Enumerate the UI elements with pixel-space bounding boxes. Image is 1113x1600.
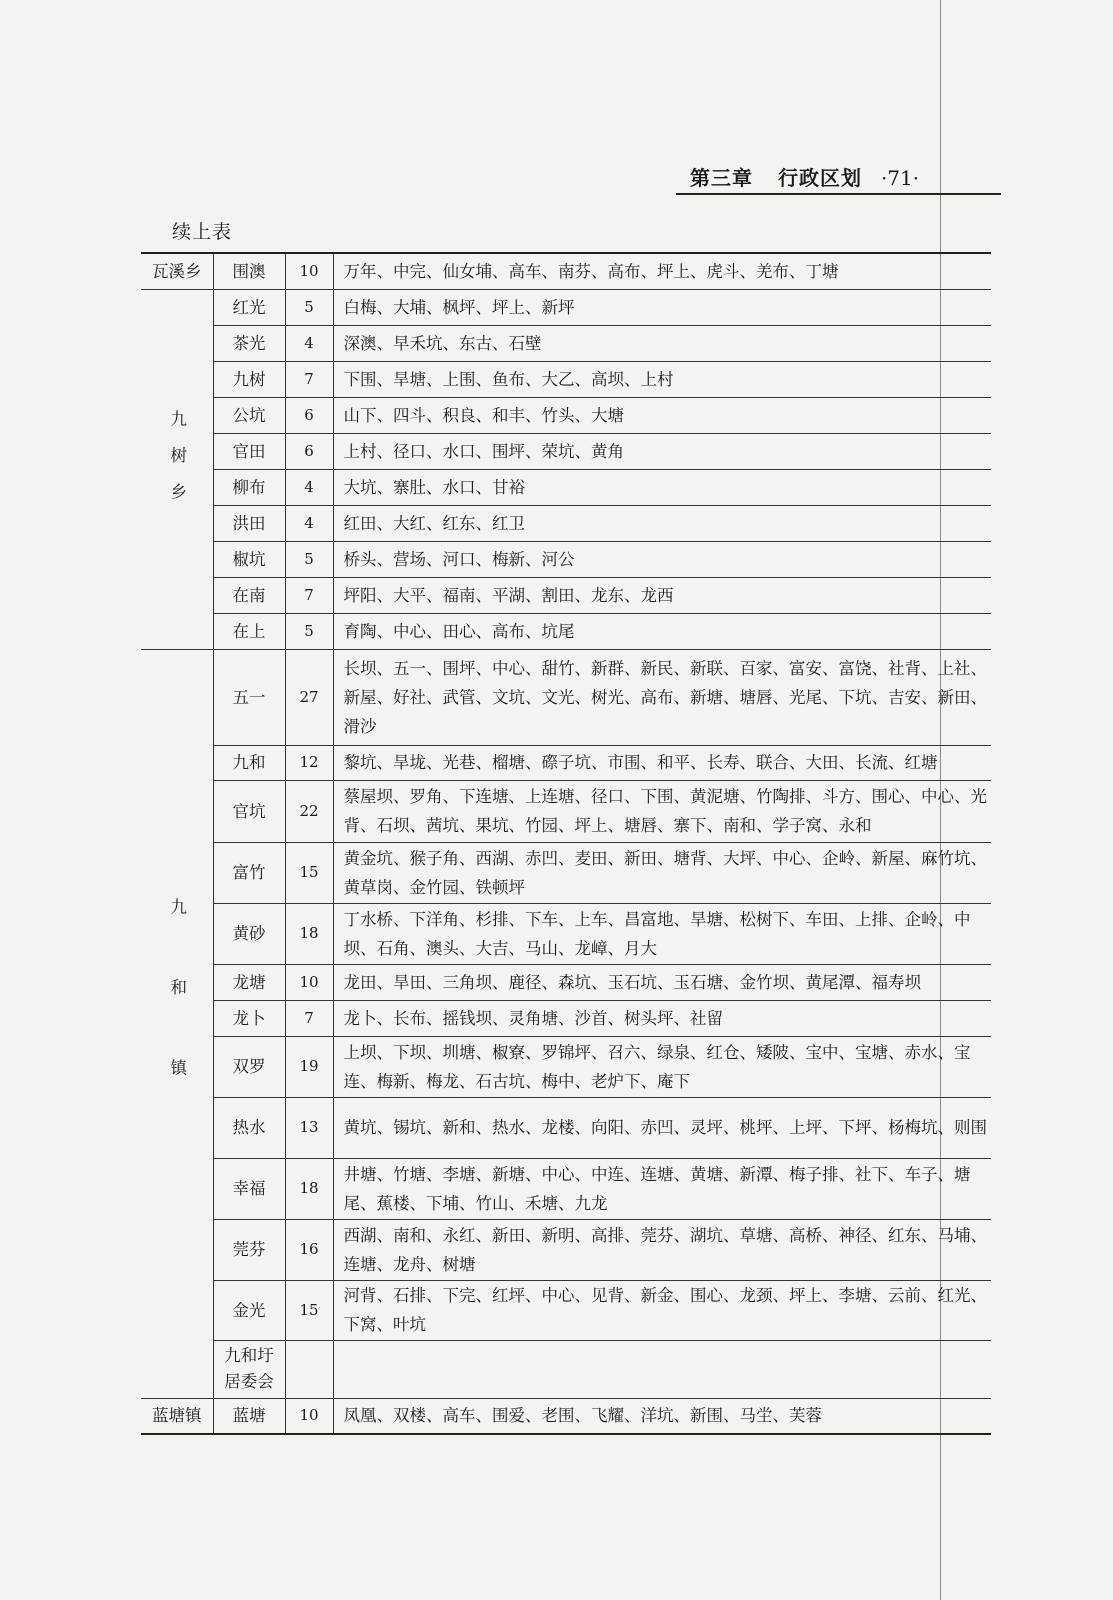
- count-cell: 15: [285, 1280, 333, 1340]
- names-cell: 万年、中完、仙女埔、高车、南芬、高布、坪上、虎斗、羌布、丁塘: [333, 253, 991, 289]
- count-cell: 4: [285, 325, 333, 361]
- count-cell: 4: [285, 469, 333, 505]
- names-cell: 凤凰、双楼、高车、围爱、老围、飞耀、洋坑、新围、马坣、芙蓉: [333, 1398, 991, 1434]
- village-cell: 蓝塘: [213, 1398, 285, 1434]
- count-cell: 5: [285, 289, 333, 325]
- village-cell: 龙塘: [213, 964, 285, 1000]
- table-row: [141, 505, 991, 541]
- names-cell: 黄坑、锡坑、新和、热水、龙楼、向阳、赤凹、灵坪、桃坪、上坪、下坪、杨梅坑、则围: [333, 1097, 991, 1158]
- count-cell: 18: [285, 903, 333, 964]
- table-row: [141, 964, 991, 1000]
- chapter-title: 行政区划: [777, 166, 862, 190]
- names-cell: 黄金坑、猴子角、西湖、赤凹、麦田、新田、塘背、大坪、中心、企岭、新屋、麻竹坑、黄草岗、金竹园、铁顿坪: [333, 842, 991, 903]
- table-row: [141, 1340, 991, 1398]
- count-cell: 6: [285, 397, 333, 433]
- village-cell: 幸福: [213, 1158, 285, 1219]
- village-cell: 金光: [213, 1280, 285, 1340]
- village-cell: 在南: [213, 577, 285, 613]
- village-cell: 红光: [213, 289, 285, 325]
- count-cell: 7: [285, 577, 333, 613]
- village-cell: 热水: [213, 1097, 285, 1158]
- count-cell: 13: [285, 1097, 333, 1158]
- village-cell: 富竹: [213, 842, 285, 903]
- names-cell: 白梅、大埔、枫坪、坪上、新坪: [333, 289, 991, 325]
- table-row: [141, 1280, 991, 1340]
- names-cell: 龙卜、长布、摇钱坝、灵角塘、沙首、树头坪、社留: [333, 1000, 991, 1036]
- count-cell: 4: [285, 505, 333, 541]
- town-cell: 蓝塘镇: [141, 1398, 213, 1434]
- count-cell: 18: [285, 1158, 333, 1219]
- names-cell: 坪阳、大平、福南、平湖、割田、龙东、龙西: [333, 577, 991, 613]
- village-cell: 公坑: [213, 397, 285, 433]
- names-cell: 西湖、南和、永红、新田、新明、高排、莞芬、湖坑、草塘、高桥、神径、红东、马埔、连塘、龙舟、树塘: [333, 1219, 991, 1280]
- table-row: [141, 541, 991, 577]
- table-row: [141, 469, 991, 505]
- town-name-vertical: 九和镇: [167, 898, 187, 1140]
- village-cell: 官田: [213, 433, 285, 469]
- running-header: [690, 162, 998, 192]
- village-cell: 洪田: [213, 505, 285, 541]
- village-cell: 莞芬: [213, 1219, 285, 1280]
- village-cell: 官坑: [213, 780, 285, 842]
- village-cell: 九和圩居委会: [213, 1340, 285, 1398]
- count-cell: 10: [285, 253, 333, 289]
- names-cell: 大坑、寨肚、水口、甘裕: [333, 469, 991, 505]
- count-cell: 5: [285, 541, 333, 577]
- table-row: [141, 397, 991, 433]
- names-cell: 河背、石排、下完、红坪、中心、见背、新金、围心、龙颈、坪上、李塘、云前、红光、下窝、叶坑: [333, 1280, 991, 1340]
- names-cell: 长坝、五一、围坪、中心、甜竹、新群、新民、新联、百家、富安、富饶、社背、上社、新屋、好社、武管、文坑、文光、树光、高布、新塘、塘唇、光尾、下坑、吉安、新田、滑沙: [333, 649, 991, 745]
- table-row: [141, 842, 991, 903]
- names-cell: 红田、大红、红东、红卫: [333, 505, 991, 541]
- names-cell: 深澳、早禾坑、东古、石壁: [333, 325, 991, 361]
- table-row: [141, 1036, 991, 1097]
- table-caption: 续上表: [172, 221, 233, 243]
- count-cell: 16: [285, 1219, 333, 1280]
- table-row: [141, 780, 991, 842]
- town-cell: 瓦溪乡: [141, 253, 213, 289]
- village-cell: 黄砂: [213, 903, 285, 964]
- count-cell: 7: [285, 361, 333, 397]
- table-row: [141, 903, 991, 964]
- count-cell: 6: [285, 433, 333, 469]
- count-cell: [285, 1340, 333, 1398]
- town-cell: [141, 649, 213, 1398]
- chapter-label: 第三章: [690, 166, 753, 190]
- header-rule: [676, 193, 1001, 195]
- names-cell: 龙田、旱田、三角坝、鹿径、森坑、玉石坑、玉石塘、金竹坝、黄尾潭、福寿坝: [333, 964, 991, 1000]
- count-cell: 19: [285, 1036, 333, 1097]
- names-cell: 桥头、营场、河口、梅新、河公: [333, 541, 991, 577]
- names-cell: [333, 1340, 991, 1398]
- table-row: [141, 1000, 991, 1036]
- village-cell: 九和: [213, 745, 285, 780]
- table-row: [141, 325, 991, 361]
- names-cell: 井塘、竹塘、李塘、新塘、中心、中连、连塘、黄塘、新潭、梅子排、社下、车子、塘尾、蕉楼、下埔、竹山、禾塘、九龙: [333, 1158, 991, 1219]
- village-cell: 柳布: [213, 469, 285, 505]
- names-cell: 山下、四斗、积良、和丰、竹头、大塘: [333, 397, 991, 433]
- count-cell: 7: [285, 1000, 333, 1036]
- village-cell: 在上: [213, 613, 285, 649]
- page-number: ·71·: [880, 166, 920, 190]
- table-row: [141, 253, 991, 289]
- count-cell: 15: [285, 842, 333, 903]
- village-table: [141, 252, 991, 1435]
- count-cell: 10: [285, 964, 333, 1000]
- table-row: [141, 289, 991, 325]
- village-cell: 双罗: [213, 1036, 285, 1097]
- table-row: [141, 1219, 991, 1280]
- table-row: [141, 1158, 991, 1219]
- table-row: [141, 361, 991, 397]
- table-row: [141, 433, 991, 469]
- table-row: [141, 613, 991, 649]
- count-cell: 12: [285, 745, 333, 780]
- table-row: [141, 1097, 991, 1158]
- village-cell: 龙卜: [213, 1000, 285, 1036]
- count-cell: 22: [285, 780, 333, 842]
- town-cell: [141, 289, 213, 649]
- village-cell: 九树: [213, 361, 285, 397]
- village-cell: 五一: [213, 649, 285, 745]
- names-cell: 上村、径口、水口、围坪、荣坑、黄角: [333, 433, 991, 469]
- table-row: [141, 745, 991, 780]
- count-cell: 27: [285, 649, 333, 745]
- village-cell: 椒坑: [213, 541, 285, 577]
- table-row: [141, 649, 991, 745]
- names-cell: 上坝、下坝、圳塘、椒寮、罗锦坪、召六、绿泉、红仓、矮陂、宝中、宝塘、赤水、宝连、梅新、梅龙、石古坑、梅中、老炉下、庵下: [333, 1036, 991, 1097]
- town-name-vertical: 九树乡: [167, 409, 187, 520]
- count-cell: 10: [285, 1398, 333, 1434]
- names-cell: 下围、旱塘、上围、鱼布、大乙、高坝、上村: [333, 361, 991, 397]
- village-cell: 茶光: [213, 325, 285, 361]
- names-cell: 丁水桥、下洋角、杉排、下车、上车、昌富地、旱塘、松树下、车田、上排、企岭、中坝、石角、澳头、大吉、马山、龙嶂、月大: [333, 903, 991, 964]
- table-row: [141, 577, 991, 613]
- names-cell: 育陶、中心、田心、高布、坑尾: [333, 613, 991, 649]
- count-cell: 5: [285, 613, 333, 649]
- table-row: [141, 1398, 991, 1434]
- names-cell: 黎坑、旱垅、光巷、榴塘、磜子坑、市围、和平、长寿、联合、大田、长流、红塘: [333, 745, 991, 780]
- village-cell: 围澳: [213, 253, 285, 289]
- names-cell: 蔡屋坝、罗角、下连塘、上连塘、径口、下围、黄泥塘、竹陶排、斗方、围心、中心、光背、石坝、茜坑、果坑、竹园、坪上、塘唇、寨下、南和、学子窝、永和: [333, 780, 991, 842]
